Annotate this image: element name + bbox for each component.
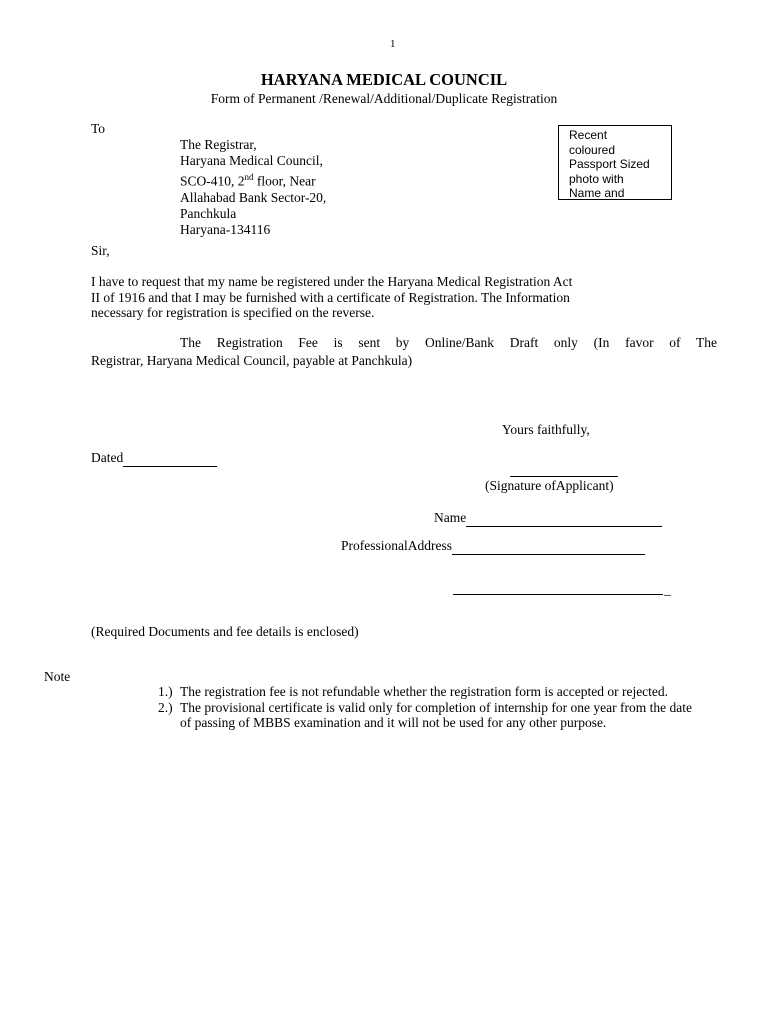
address-line: SCO-410, 2nd floor, Near: [180, 172, 316, 189]
address-continuation-line: [453, 594, 663, 595]
document-title: HARYANA MEDICAL COUNCIL: [260, 70, 508, 89]
photo-box-line: coloured: [569, 142, 616, 157]
address-line: Panchkula: [180, 205, 237, 221]
professional-address-blank: [452, 538, 645, 555]
fee-paragraph: [91, 334, 717, 370]
fee-line: The Registration Fee is sent by Online/Bank Draft only (In favor of The: [180, 335, 717, 350]
address-continuation-tail: _: [664, 582, 671, 597]
note-label: Note: [44, 669, 71, 684]
closing: Yours faithfully,: [502, 422, 590, 437]
photo-box-line: Passport Sized: [569, 157, 650, 171]
name-field: [434, 510, 662, 527]
paragraph-line: necessary for registration is specified on the reverse.: [91, 305, 375, 320]
signature-label: (Signature ofApplicant): [485, 478, 614, 493]
paragraph-line: I have to request that my name be registered under the Haryana Medical Registration Act: [91, 274, 573, 289]
note-item: [158, 684, 692, 700]
recipient-address: [180, 137, 326, 238]
paragraph-line: II of 1916 and that I may be furnished with a certificate of Registration. The Information: [91, 289, 570, 305]
salutation: Sir,: [91, 243, 110, 258]
address-line: Haryana-134116: [180, 221, 271, 237]
dated-label: Dated: [91, 450, 124, 465]
photo-box-line: photo with: [569, 171, 624, 186]
note-item: [158, 700, 692, 731]
professional-address-field: [341, 538, 645, 555]
photo-box-line: Recent: [569, 128, 608, 142]
name-blank: [466, 510, 662, 527]
page-number: 1: [390, 38, 396, 50]
address-line: Haryana Medical Council,: [180, 153, 323, 168]
photo-box: [558, 125, 672, 200]
note-number: 2.): [158, 699, 173, 715]
professional-address-label: ProfessionalAddress: [341, 538, 452, 553]
note-number: 1.): [158, 684, 173, 699]
to-label: To: [91, 121, 106, 136]
request-paragraph: [91, 274, 711, 321]
document-subtitle: Form of Permanent /Renewal/Additional/Duplicate Registration: [210, 91, 558, 106]
address-line: The Registrar,: [180, 137, 257, 152]
fee-line: Registrar, Haryana Medical Council, payable at Panchkula): [91, 353, 413, 368]
enclosure-note: (Required Documents and fee details is enclosed): [91, 624, 359, 639]
note-text: The provisional certificate is valid only for completion of internship for one year from the date of passing of MBBS examination and it will not be used for any other purpose.: [180, 699, 692, 730]
dated-field: [91, 450, 217, 467]
dated-blank: [123, 450, 217, 467]
photo-box-line: Name and: [569, 186, 625, 200]
notes-list: [158, 684, 692, 731]
note-text: The registration fee is not refundable whether the registration form is accepted or rejected.: [180, 684, 669, 699]
signature-line: [510, 476, 618, 477]
name-label: Name: [434, 510, 467, 525]
address-line: Allahabad Bank Sector-20,: [180, 189, 327, 205]
